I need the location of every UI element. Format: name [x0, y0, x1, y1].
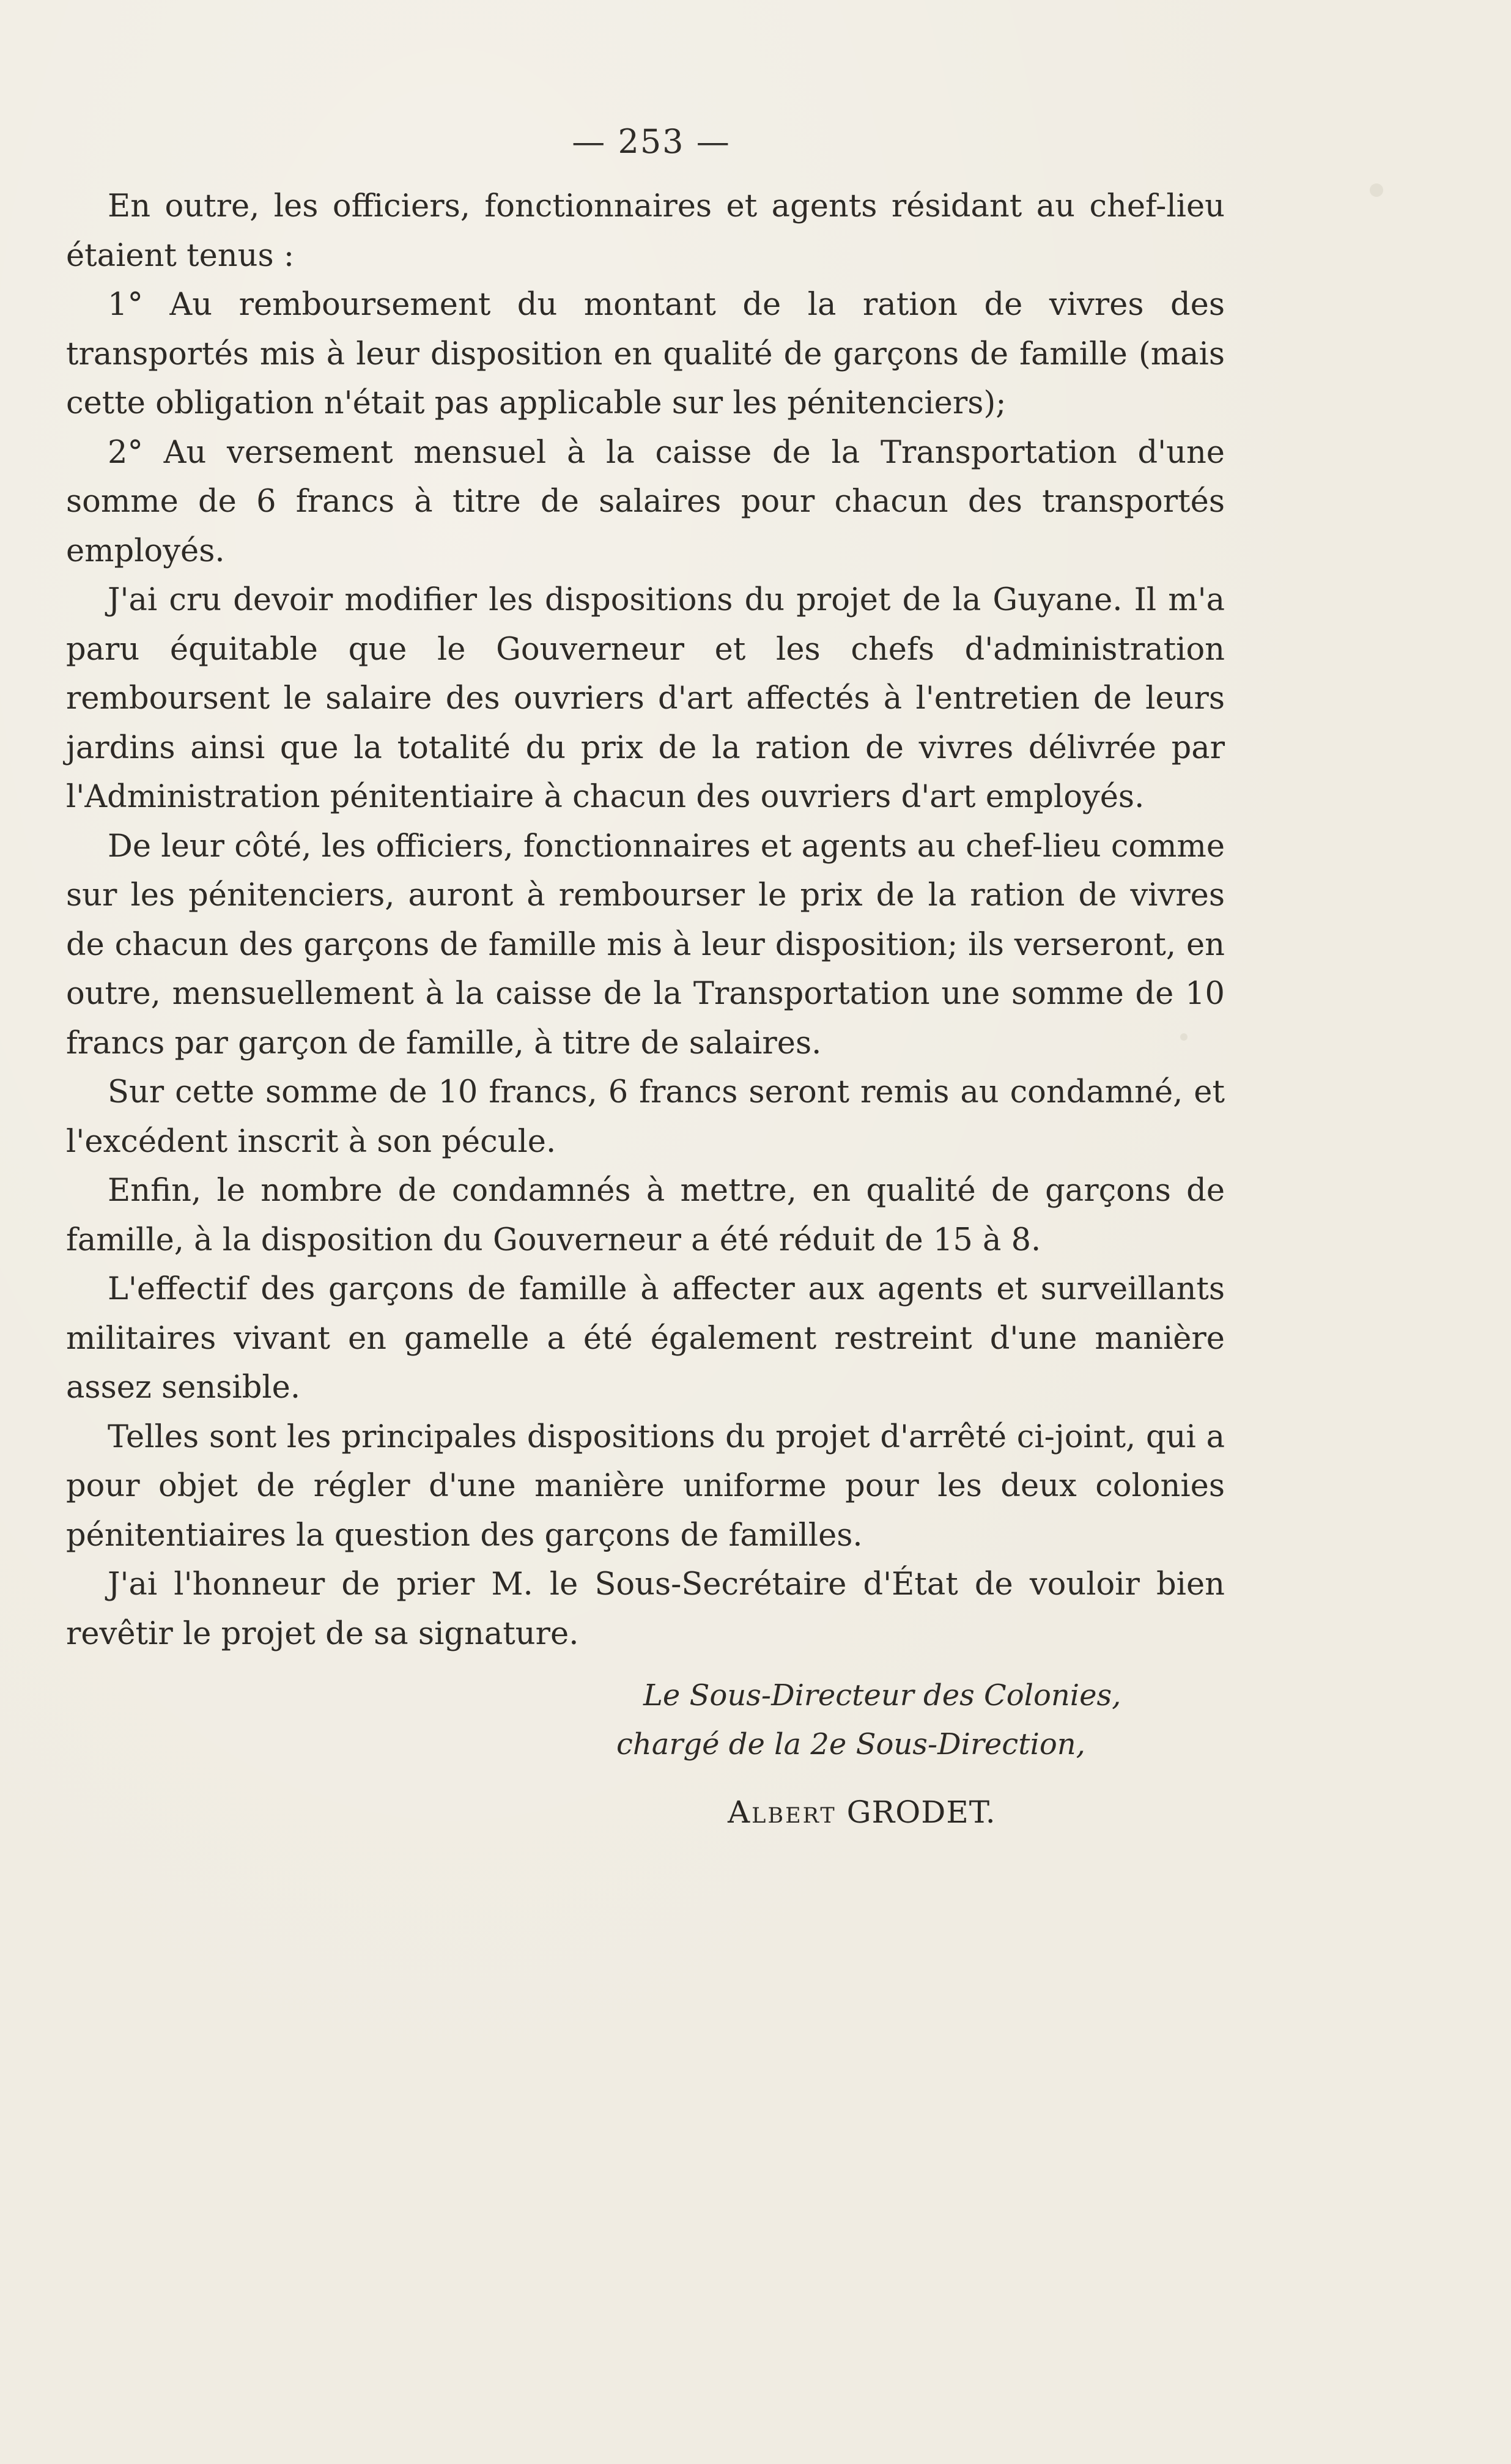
paragraph: J'ai l'honneur de prier M. le Sous-Secrétaire d'État de vouloir bien revêtir le projet de sa signature. [66, 1566, 1225, 1652]
paragraph: 2° Au versement mensuel à la caisse de la Transportation d'une somme de 6 francs à titre de salaires pour chacun des transportés employés. [66, 434, 1225, 569]
paragraph: Enfin, le nombre de condamnés à mettre, en qualité de garçons de famille, à la disposition du Gouverneur a été réduit de 15 à 8. [66, 1173, 1225, 1258]
signatory-last-name: GRODET. [846, 1795, 996, 1830]
paragraph: En outre, les officiers, fonctionnaires et agents résidant au chef-lieu étaient tenus : [66, 188, 1225, 274]
paragraph: L'effectif des garçons de famille à affecter aux agents et surveillants militaires vivant en gamelle a été également restreint d'une manière assez sensible. [66, 1271, 1225, 1406]
paragraph: De leur côté, les officiers, fonctionnaires et agents au chef-lieu comme sur les pénitenciers, auront à rembourser le prix de la ration de vivres de chacun des garçons de famille mis à leur disposition; ils verseront, en outre, mensuellement à la caisse de la Transportation une somme de 10 francs par garçon de famille, à titre de salaires. [66, 828, 1225, 1061]
paragraph: 1° Au remboursement du montant de la ration de vivres des transportés mis à leur disposition en qualité de garçons de famille (mais cette obligation n'était pas applicable sur les pénitenciers); [66, 287, 1225, 421]
signatory-name [728, 1795, 996, 1830]
paper-stain [1370, 183, 1383, 197]
body-text [66, 182, 1225, 1659]
signatory-subtitle: chargé de la 2e Sous-Direction, [616, 1727, 1085, 1761]
page-number: — 253 — [572, 122, 731, 161]
paragraph: Telles sont les principales dispositions du projet d'arrêté ci-joint, qui a pour objet de régler d'une manière uniforme pour les deux colonies pénitentiaires la question des garçons de familles. [66, 1418, 1225, 1554]
signatory-title: Le Sous-Directeur des Colonies, [643, 1678, 1121, 1713]
signatory-first-name: Albert [728, 1795, 837, 1830]
paragraph: Sur cette somme de 10 francs, 6 francs seront remis au condamné, et l'excédent inscrit à son pécule. [66, 1074, 1225, 1160]
paragraph: J'ai cru devoir modifier les dispositions du projet de la Guyane. Il m'a paru équitable que le Gouverneur et les chefs d'administration remboursent le salaire des ouvriers d'art affectés à l'entretien de leurs jardins ainsi que la totalité du prix de la ration de vivres délivrée par l'Administration pénitentiaire à chacun des ouvriers d'art employés. [66, 582, 1225, 815]
